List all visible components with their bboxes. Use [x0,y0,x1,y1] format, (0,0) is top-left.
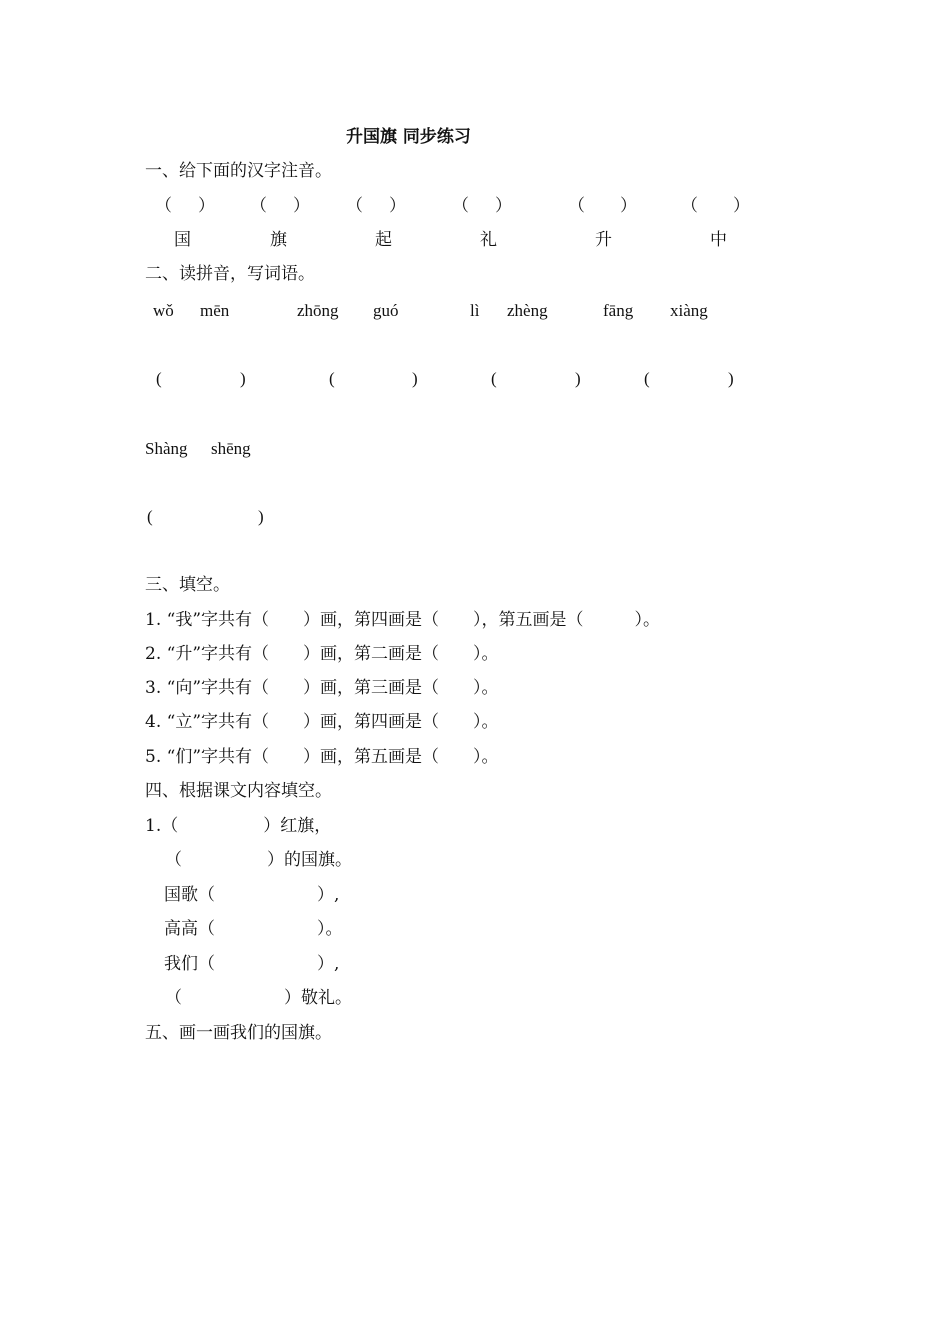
fill-item: 2. “升”字共有（ ）画，第二画是（ ）。 [145,644,499,664]
paren-close: ） [620,196,637,216]
pinyin: mēn [200,301,230,320]
paren-open: ( [491,369,497,388]
poem-line: 国歌（ ）, [164,885,340,905]
paren-open: ( [329,369,335,388]
paren-open: （ [568,196,585,216]
paren-close: ) [412,369,418,388]
section5-heading: 五、画一画我们的国旗。 [145,1023,332,1043]
paren-close: ) [258,507,264,526]
poem-line: 高高（ ）。 [164,919,343,939]
paren-open: （ [250,196,267,216]
paren-open: （ [346,196,363,216]
paren-open: ( [147,507,153,526]
paren-close: ） [733,196,750,216]
section4-heading: 四、根据课文内容填空。 [145,781,332,801]
section1-heading: 一、给下面的汉字注音。 [145,161,332,181]
paren-close: ) [240,369,246,388]
paren-close: ） [293,196,310,216]
paren-close: ) [728,369,734,388]
poem-line: 我们（ ）, [164,954,340,974]
pinyin: guó [373,301,399,320]
section2-heading: 二、读拼音，写词语。 [145,264,315,284]
fill-item: 5. “们”字共有（ ）画，第五画是（ ）。 [145,747,499,767]
paren-open: （ [452,196,469,216]
section3-heading: 三、填空。 [145,575,230,595]
pinyin: zhèng [507,301,548,320]
paren-close: ） [198,196,215,216]
poem-line: 1.（ ）红旗， [145,816,332,836]
hanzi: 中 [710,230,727,250]
pinyin: shēng [211,439,251,458]
hanzi: 旗 [270,230,287,250]
page-title: 升国旗 同步练习 [346,127,471,147]
pinyin: fāng [603,301,634,320]
paren-open: （ [155,196,172,216]
paren-close: ) [575,369,581,388]
hanzi: 升 [595,230,612,250]
hanzi: 国 [174,230,191,250]
poem-line: （ ）的国旗。 [165,850,352,870]
poem-line: （ ）敬礼。 [165,988,352,1008]
pinyin: zhōng [297,301,339,320]
fill-item: 3. “向”字共有（ ）画，第三画是（ ）。 [145,678,499,698]
paren-open: （ [681,196,698,216]
fill-item: 4. “立”字共有（ ）画，第四画是（ ）。 [145,712,499,732]
pinyin: wǒ [153,301,174,320]
hanzi: 起 [375,230,392,250]
fill-item: 1. “我”字共有（ ）画，第四画是（ ），第五画是（ ）。 [145,610,661,630]
paren-close: ） [495,196,512,216]
pinyin: lì [470,301,480,320]
pinyin: xiàng [670,301,708,320]
paren-close: ） [389,196,406,216]
pinyin: Shàng [145,439,188,458]
paren-open: ( [156,369,162,388]
paren-open: ( [644,369,650,388]
hanzi: 礼 [480,230,497,250]
